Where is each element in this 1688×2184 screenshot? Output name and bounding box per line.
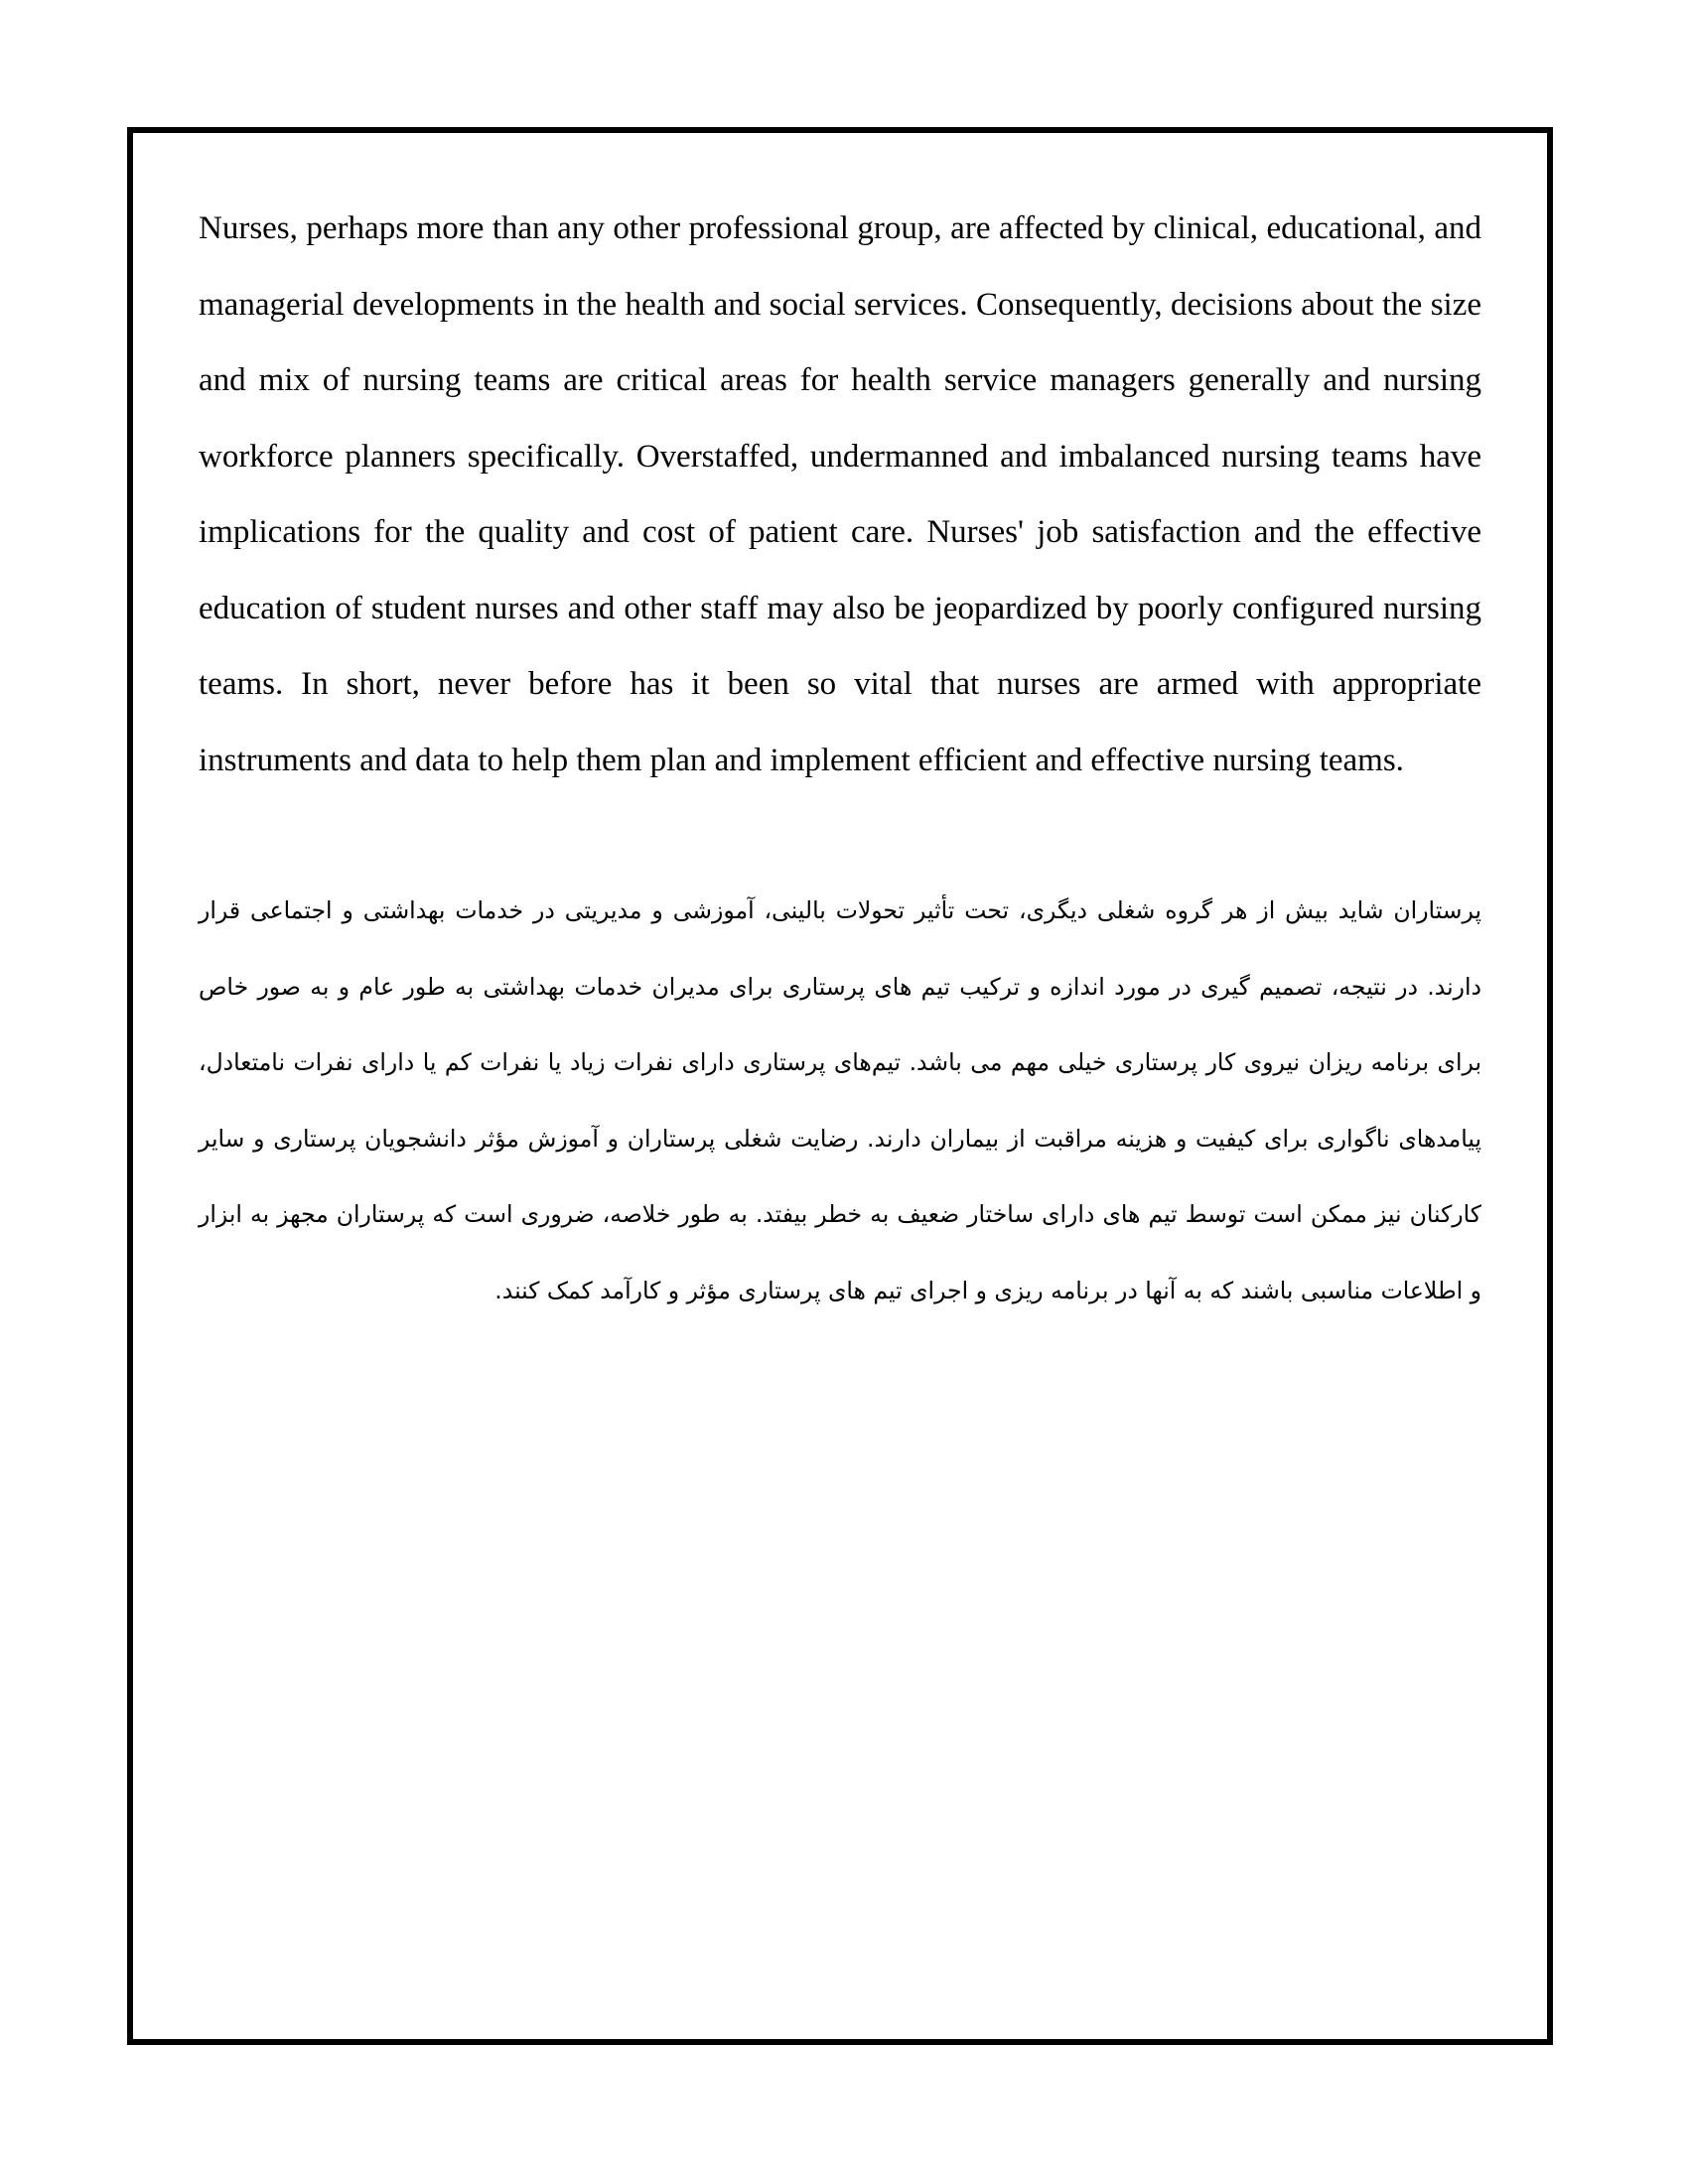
persian-paragraph: پرستاران شاید بیش از هر گروه شغلی دیگری، تحت تأثیر تحولات بالینی، آموزشی و مدیریتی در خدمات بهداشتی و اجتماعی قرار دارند. در نتیجه، تصمیم گیری در مورد اندازه و ترکیب تیم های پرستاری برای مدیران خدمات بهداشتی به طور عام و به صور خاص برای برنامه ریزان نیروی کار پرستاری خیلی مهم می باشد. تیم‌های پرستاری دارای نفرات زیاد یا نفرات کم یا دارای نفرات نامتعادل، پیامدهای ناگواری برای کیفیت و هزینه مراقبت از بیماران دارند. رضایت شغلی پرستاران و آموزش مؤثر دانشجویان پرستاری و سایر کارکنان نیز ممکن است توسط تیم های دارای ساختار ضعیف به خطر بیفتد. به طور خلاصه، ضروری است که پرستاران مجهز به ابزار و اطلاعات مناسبی باشند که به آنها در برنامه ریزی و اجرای تیم های پرستاری مؤثر و کارآمد کمک کنند.	[199, 896, 1481, 1304]
english-paragraph: Nurses, perhaps more than any other professional group, are affected by clinical, educational, and managerial developments in the health and social services. Consequently, decisions about the size and mix of nursing teams are critical areas for health service managers generally and nursing workforce planners specifically. Overstaffed, undermanned and imbalanced nursing teams have implications for the quality and cost of patient care. Nurses' job satisfaction and the effective education of student nurses and other staff may also be jeopardized by poorly configured nursing teams. In short, never before has it been so vital that nurses are armed with appropriate instruments and data to help them plan and implement efficient and effective nursing teams.	[199, 210, 1481, 778]
